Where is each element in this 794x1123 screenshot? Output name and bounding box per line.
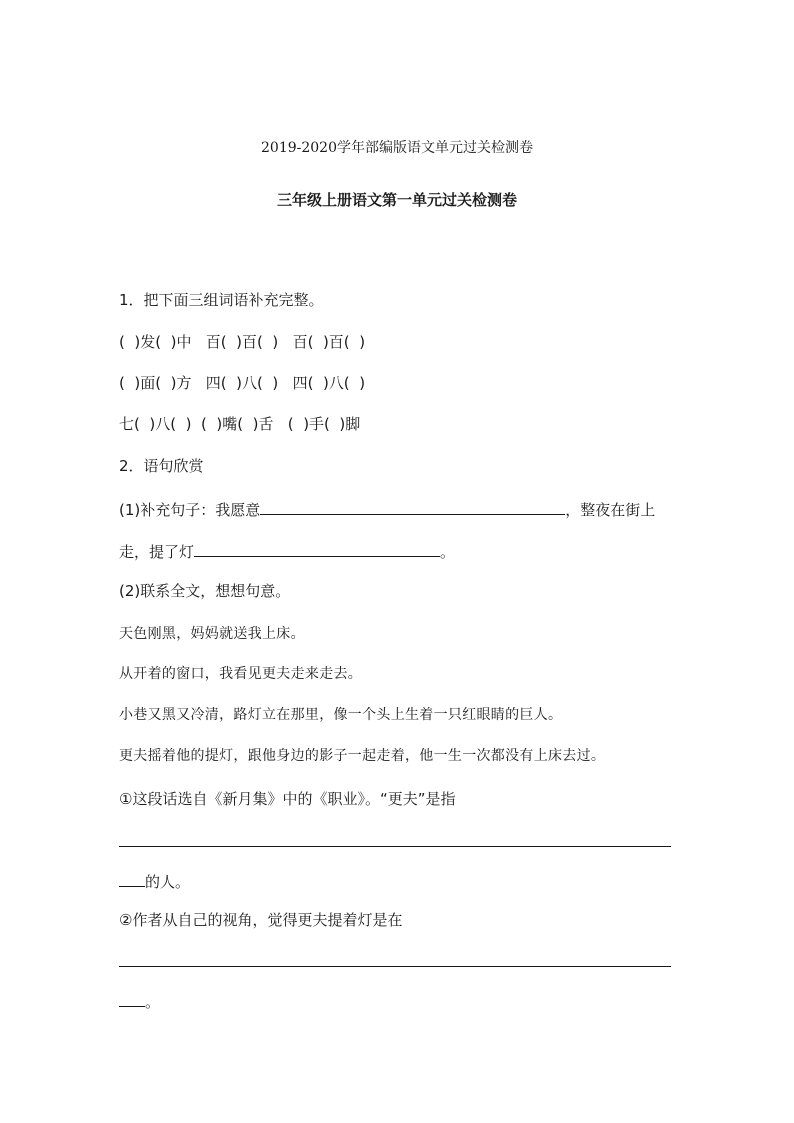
sub-question-1: ①这段话选自《新月集》中的《职业》。“更夫”是指	[119, 790, 456, 808]
idiom-row-2: ( )面( )方 四( )八( ) 四( )八( )	[119, 374, 366, 392]
fill-sentence-line-1	[119, 498, 655, 520]
document-title: 2019-2020学年部编版语文单元过关检测卷	[261, 140, 533, 156]
sub-question-2: ②作者从自己的视角，觉得更夫提着灯是在	[119, 911, 403, 929]
poem-line-1: 天色刚黑，妈妈就送我上床。	[119, 626, 305, 642]
answer-blank[interactable]	[260, 498, 565, 515]
sub-question-2-suffix: 。	[145, 993, 161, 1011]
answer-blank[interactable]	[194, 540, 440, 557]
idiom-row-1: ( )发( )中 百( )百( ) 百( )百( )	[119, 333, 366, 351]
sub-question-1-end	[119, 870, 190, 892]
fill-sentence-second-start: 走，提了灯	[119, 543, 195, 561]
answer-blank[interactable]	[119, 990, 145, 1007]
idiom-row-3: 七( )八( ) ( )嘴( )舌 ( )手( )脚	[119, 415, 361, 433]
document-subtitle: 三年级上册语文第一单元过关检测卷	[276, 191, 517, 209]
fill-sentence-end: 。	[440, 543, 456, 561]
sub-question-2-end	[119, 990, 160, 1012]
fill-sentence-line-2	[119, 540, 455, 562]
part-2-instruction: (2)联系全文，想想句意。	[119, 582, 291, 600]
answer-blank[interactable]	[119, 870, 145, 887]
poem-line-3: 小巷又黑又冷清，路灯立在那里，像一个头上生着一只红眼睛的巨人。	[119, 707, 563, 723]
question-2-prompt: 2．语句欣赏	[119, 457, 204, 475]
fill-sentence-continue: ，整夜在街上	[565, 501, 656, 519]
sub-question-1-suffix: 的人。	[145, 873, 191, 891]
poem-line-2: 从开着的窗口，我看见更夫走来走去。	[119, 666, 363, 682]
answer-line[interactable]	[119, 966, 671, 967]
answer-line[interactable]	[119, 846, 671, 847]
question-1-prompt: 1．把下面三组词语补充完整。	[119, 291, 324, 309]
fill-sentence-start: (1)补充句子：我愿意	[119, 501, 261, 519]
poem-line-4: 更夫摇着他的提灯，跟他身边的影子一起走着，他一生一次都没有上床去过。	[119, 748, 606, 764]
